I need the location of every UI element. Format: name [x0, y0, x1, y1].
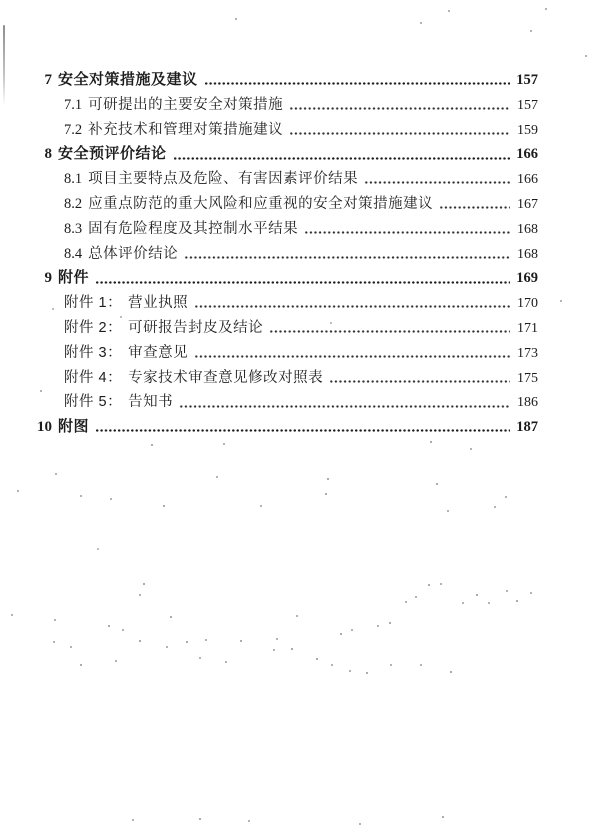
toc-entry-number: 7 — [44, 72, 52, 88]
scan-noise-specks — [0, 0, 2, 2]
toc-entry-page: 186 — [517, 395, 538, 411]
toc-entry — [36, 142, 538, 167]
toc-entry-page: 157 — [516, 72, 538, 88]
toc-entry-number: 附件 3： — [64, 344, 123, 361]
toc-entry-number: 附件 4： — [64, 369, 123, 386]
toc-entry-title: 附图 — [58, 418, 90, 436]
toc-entry — [36, 291, 538, 316]
toc-entry-title: 应重点防范的重大风险和应重视的安全对策措施建议 — [88, 195, 434, 212]
toc-entry-page: 166 — [517, 172, 538, 188]
toc-entry-title: 安全对策措施及建议 — [58, 71, 198, 88]
dotted-leader — [304, 231, 510, 234]
toc-entry-title: 审查意见 — [128, 344, 189, 361]
toc-entry-page: 166 — [516, 146, 538, 163]
toc-entry-page: 167 — [517, 196, 538, 212]
toc-entry-page: 175 — [517, 370, 538, 386]
toc-entry-title: 项目主要特点及危险、有害因素评价结果 — [88, 171, 359, 188]
toc-entry-number: 附件 5： — [64, 394, 123, 411]
toc-entry-title: 营业执照 — [128, 295, 189, 312]
dotted-leader — [439, 206, 510, 209]
toc-entry-page: 171 — [517, 320, 538, 336]
toc-entry — [36, 167, 538, 192]
toc-entry — [36, 266, 538, 291]
toc-entry — [36, 390, 538, 415]
toc-entry-title: 专家技术审查意见修改对照表 — [128, 369, 324, 386]
dotted-leader — [95, 281, 510, 284]
toc-entry-number: 7.1 — [64, 96, 83, 113]
toc-entry-page: 159 — [517, 122, 538, 138]
dotted-leader — [179, 405, 510, 408]
toc-entry — [36, 192, 538, 217]
toc-entry-number: 附件 2： — [64, 319, 123, 336]
toc-entry — [36, 242, 538, 267]
toc-entry-page: 168 — [517, 221, 538, 237]
toc-entry — [36, 217, 538, 242]
toc-entry-number: 9 — [44, 270, 52, 287]
toc-entry-page: 170 — [517, 296, 538, 312]
toc-entry-page: 173 — [517, 345, 538, 361]
toc-entry-title: 补充技术和管理对策措施建议 — [88, 121, 284, 138]
dotted-leader — [289, 107, 510, 110]
toc-entry-page: 187 — [516, 419, 538, 436]
dotted-leader — [364, 181, 510, 184]
toc-entry-number: 8.3 — [64, 220, 83, 237]
scan-edge-shadow — [3, 25, 5, 105]
toc-entry-page: 168 — [517, 246, 538, 262]
toc-entry — [36, 68, 538, 93]
toc-entry-number: 附件 1： — [64, 295, 123, 312]
toc-entry-number: 7.2 — [64, 121, 83, 138]
toc-entry-number: 8.1 — [64, 171, 83, 188]
dotted-leader — [269, 330, 510, 333]
toc-entry-number: 8 — [44, 146, 52, 163]
dotted-leader — [329, 380, 510, 383]
toc-entry-page: 169 — [516, 270, 538, 287]
toc-entry-title: 可研提出的主要安全对策措施 — [88, 96, 284, 113]
toc-entry — [36, 316, 538, 341]
toc-entry-number: 10 — [37, 419, 52, 436]
toc-entry-number: 8.2 — [64, 195, 83, 212]
toc-entry — [36, 93, 538, 118]
dotted-leader — [194, 305, 510, 308]
toc-entry-title: 告知书 — [128, 394, 174, 411]
toc-entry-title: 固有危险程度及其控制水平结果 — [88, 220, 299, 237]
toc-entry-title: 安全预评价结论 — [58, 145, 167, 163]
dotted-leader — [194, 355, 510, 358]
dotted-leader — [204, 82, 510, 85]
dotted-leader — [173, 157, 510, 160]
toc-entry — [36, 118, 538, 143]
dotted-leader — [184, 256, 510, 259]
table-of-contents — [36, 68, 538, 440]
toc-entry-title: 总体评价结论 — [88, 245, 179, 262]
toc-entry-title: 可研报告封皮及结论 — [128, 319, 264, 336]
toc-entry-number: 8.4 — [64, 245, 83, 262]
toc-entry — [36, 341, 538, 366]
toc-entry-page: 157 — [517, 97, 538, 113]
toc-entry — [36, 415, 538, 440]
toc-entry-title: 附件 — [58, 269, 90, 287]
dotted-leader — [95, 429, 510, 432]
toc-entry — [36, 366, 538, 391]
dotted-leader — [289, 132, 510, 135]
